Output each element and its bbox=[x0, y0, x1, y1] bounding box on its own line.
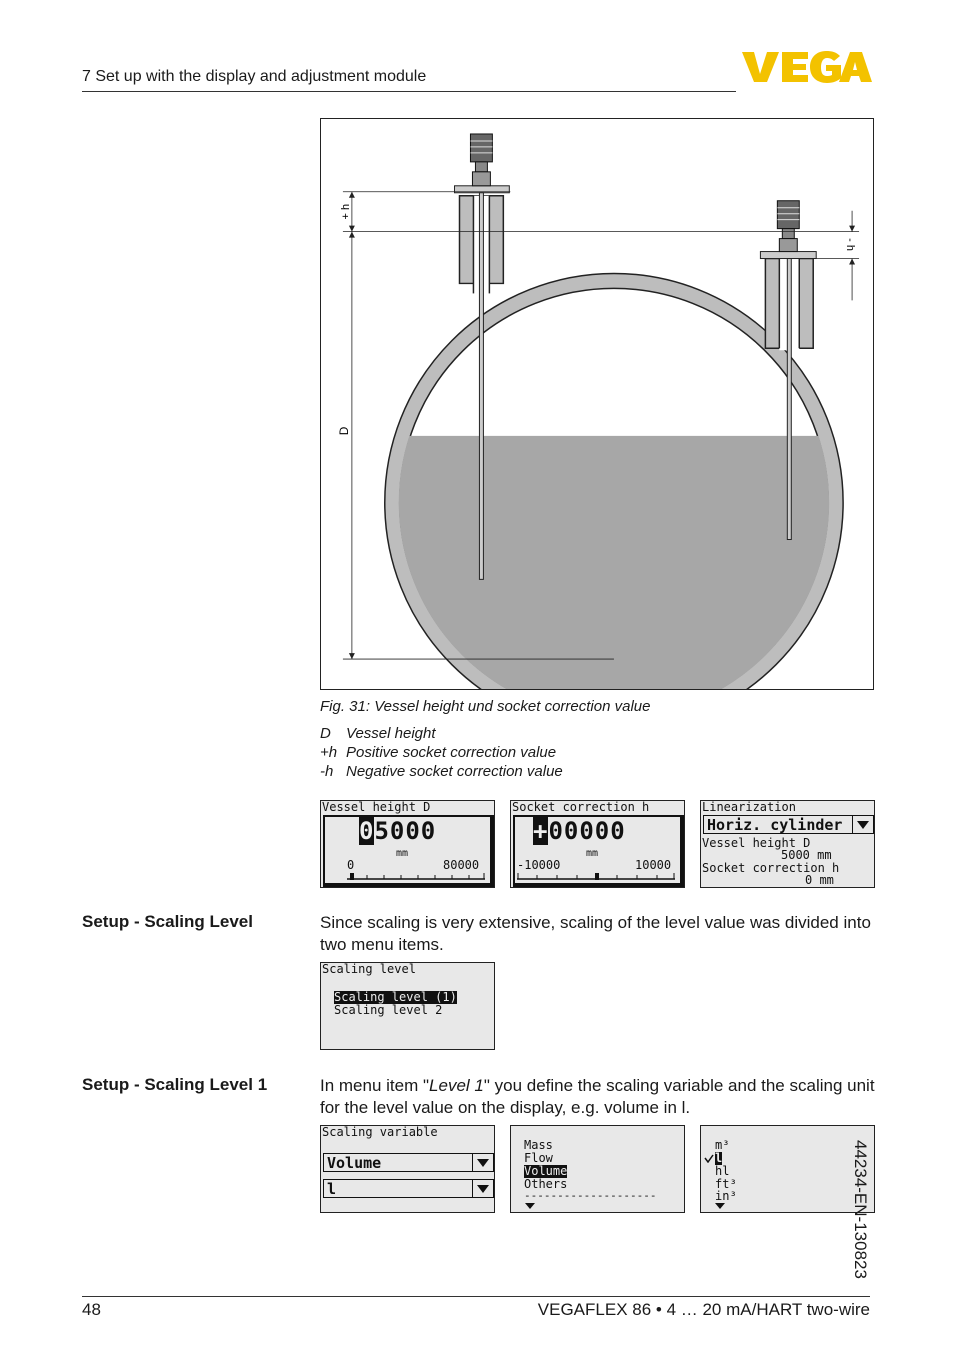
linearization-dropdown[interactable] bbox=[703, 815, 874, 834]
list-item[interactable]: in³ bbox=[715, 1189, 737, 1203]
product-name: VEGAFLEX 86 • 4 … 20 mA/HART two-wire bbox=[537, 1300, 870, 1319]
header-rule bbox=[82, 91, 736, 92]
lcd-cursor-sign: + bbox=[533, 817, 549, 845]
lcd-line: Socket correction h bbox=[702, 861, 840, 875]
lcd-value[interactable] bbox=[359, 817, 436, 845]
lcd-value-rest: 00000 bbox=[548, 817, 626, 845]
lcd-title: Vessel height D bbox=[322, 800, 431, 814]
menu-item-scaling-level-2[interactable]: Scaling level 2 bbox=[334, 1003, 443, 1017]
dropdown-value: Horiz. cylinder bbox=[707, 816, 843, 834]
page-number: 48 bbox=[82, 1300, 101, 1319]
chevron-down-icon[interactable] bbox=[852, 816, 873, 833]
figure-caption: Fig. 31: Vessel height und socket correction value bbox=[320, 698, 651, 715]
text-part: " you define the scaling variable and the scaling unit for the level value on the display, e.g. volume in l. bbox=[320, 1076, 875, 1117]
section-title: 7 Set up with the display and adjustment module bbox=[82, 68, 427, 85]
list-item[interactable]: hl bbox=[715, 1164, 730, 1178]
list-divider: -------------------- bbox=[524, 1189, 657, 1202]
dropdown-value: Volume bbox=[327, 1154, 382, 1172]
lcd-linearization bbox=[700, 800, 875, 888]
legend-item bbox=[320, 762, 563, 781]
list-item[interactable]: Mass bbox=[524, 1138, 553, 1152]
lcd-line: 5000 mm bbox=[781, 848, 832, 862]
legend-key: +h bbox=[320, 744, 338, 761]
scroll-down-icon[interactable] bbox=[715, 1203, 725, 1209]
lcd-unit: mm bbox=[586, 848, 599, 859]
plus-h-label: + h bbox=[339, 203, 352, 220]
footer-rule bbox=[82, 1296, 870, 1297]
lcd-value-rest: 5000 bbox=[374, 817, 437, 845]
legend-text: Positive socket correction value bbox=[346, 744, 557, 761]
text-part: In menu item " bbox=[320, 1076, 430, 1095]
list-item[interactable]: Others bbox=[524, 1177, 568, 1191]
chevron-down-icon[interactable] bbox=[472, 1180, 493, 1197]
lcd-title: Linearization bbox=[702, 800, 796, 814]
vessel-figure bbox=[320, 118, 874, 690]
lcd-variable-list bbox=[510, 1125, 685, 1213]
lcd-cursor-digit: 0 bbox=[359, 817, 375, 845]
lcd-title: Scaling variable bbox=[322, 1125, 438, 1139]
lcd-line: 0 mm bbox=[805, 873, 834, 887]
text-emphasis: Level 1 bbox=[429, 1076, 484, 1095]
dropdown-value: l bbox=[327, 1180, 337, 1198]
legend-item bbox=[320, 743, 563, 762]
lcd-vessel-height bbox=[320, 800, 495, 888]
legend-text: Negative socket correction value bbox=[346, 763, 563, 780]
scaling-level-heading: Setup - Scaling Level bbox=[82, 912, 253, 931]
vessel-diagram bbox=[321, 119, 873, 689]
list-item[interactable]: ft³ bbox=[715, 1177, 737, 1191]
lcd-scaling-level bbox=[320, 962, 495, 1050]
vega-logo bbox=[742, 50, 872, 84]
minus-h-label: - h bbox=[844, 238, 857, 251]
vega-logo-graphic bbox=[742, 50, 872, 84]
legend-text: Vessel height bbox=[346, 725, 436, 742]
legend-key: -h bbox=[320, 763, 334, 780]
lcd-scale-bar bbox=[517, 872, 677, 882]
lcd-min: -10000 bbox=[517, 858, 561, 872]
list-item-selected[interactable]: l bbox=[715, 1151, 723, 1165]
scaling-level-text: Since scaling is very extensive, scaling of the level value was divided into two menu items. bbox=[320, 913, 871, 954]
scroll-down-icon[interactable] bbox=[525, 1203, 535, 1209]
lcd-scale-bar bbox=[347, 872, 487, 882]
lcd-socket-correction bbox=[510, 800, 685, 888]
lcd-min: 0 bbox=[347, 858, 355, 872]
lcd-title: Scaling level bbox=[322, 962, 416, 976]
scaling-unit-dropdown[interactable] bbox=[323, 1179, 494, 1198]
lcd-max: 10000 bbox=[635, 858, 672, 872]
list-item[interactable]: Flow bbox=[524, 1151, 553, 1165]
lcd-line: Vessel height D bbox=[702, 836, 811, 850]
lcd-unit: mm bbox=[396, 848, 409, 859]
lcd-max: 80000 bbox=[443, 858, 480, 872]
chevron-down-icon[interactable] bbox=[472, 1154, 493, 1171]
figure-legend bbox=[320, 724, 563, 781]
list-item-selected[interactable]: Volume bbox=[524, 1164, 568, 1178]
lcd-title: Socket correction h bbox=[512, 800, 650, 814]
legend-key: D bbox=[320, 725, 331, 742]
checkmark-icon bbox=[704, 1154, 714, 1163]
menu-item-scaling-level-1[interactable]: Scaling level (1) bbox=[334, 990, 457, 1004]
document-code: 44234-EN-130823 bbox=[851, 1140, 870, 1279]
legend-item bbox=[320, 724, 563, 743]
lcd-unit-list bbox=[700, 1125, 875, 1213]
scaling-level-1-heading: Setup - Scaling Level 1 bbox=[82, 1075, 268, 1094]
list-item[interactable]: m³ bbox=[715, 1138, 730, 1152]
d-label: D bbox=[336, 426, 351, 436]
scaling-level-1-text bbox=[320, 1075, 880, 1119]
lcd-scaling-variable bbox=[320, 1125, 495, 1213]
scaling-variable-dropdown[interactable] bbox=[323, 1153, 494, 1172]
lcd-value[interactable] bbox=[533, 817, 626, 845]
